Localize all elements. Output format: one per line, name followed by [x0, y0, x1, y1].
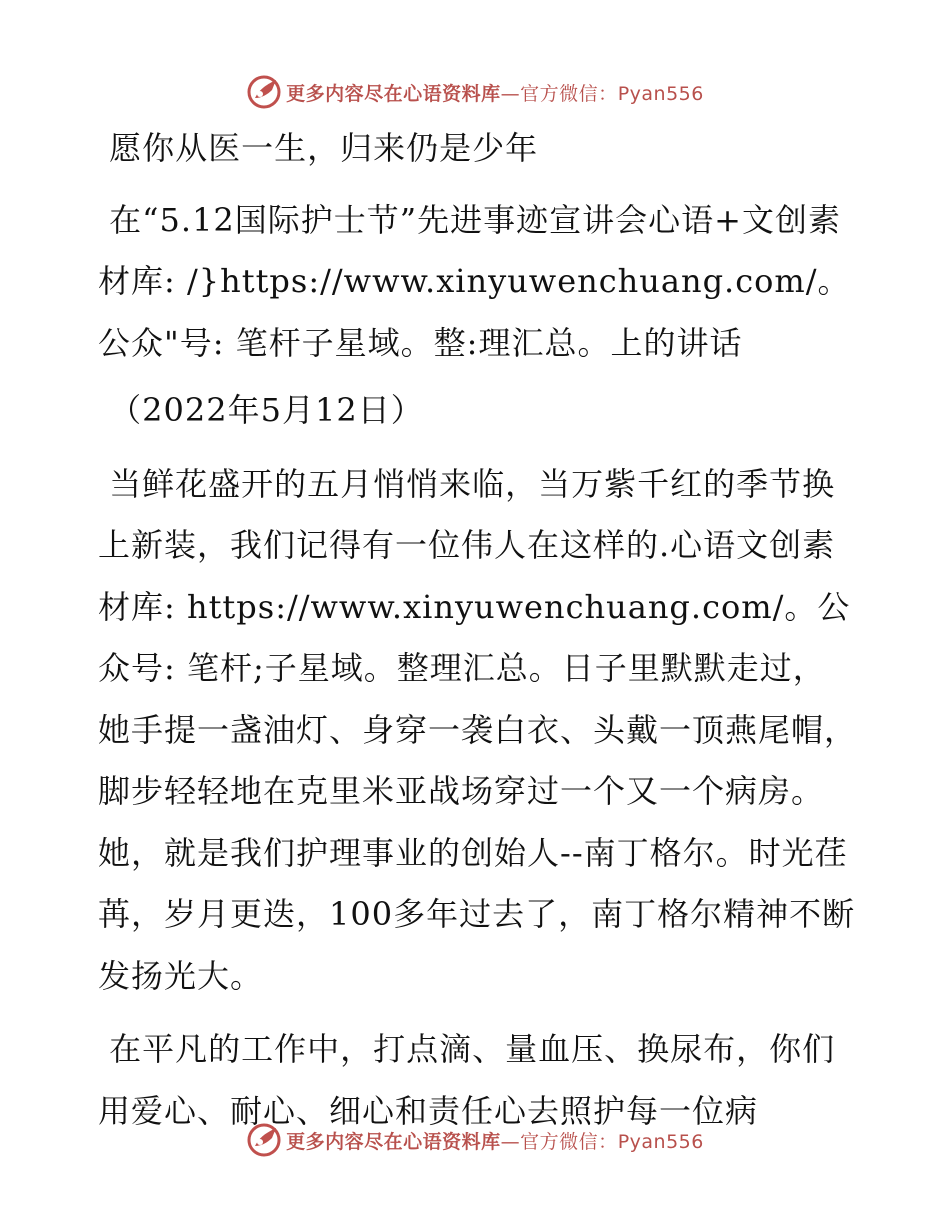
watermark-main: 更多内容尽在心语资料库: [286, 82, 501, 105]
footer-watermark: [0, 1118, 950, 1162]
watermark-sub: 官方微信：: [520, 82, 618, 105]
document-title: 愿你从医一生，归来仍是少年: [98, 129, 539, 167]
brand-logo-icon: [246, 74, 282, 110]
watermark-text: [286, 1127, 704, 1154]
watermark-wechat-id: Pyan556: [617, 82, 704, 105]
document-body: [98, 118, 858, 1142]
document-date: （2022年5月12日）: [98, 391, 424, 429]
watermark-wechat-id: Pyan556: [617, 1130, 704, 1153]
watermark-sub: 官方微信：: [520, 1130, 618, 1153]
brand-logo-icon: [246, 1122, 282, 1158]
paragraph-intro: 在“5.12国际护士节”先进事迹宣讲会心语+文创素材库: /}https://www.xinyuwenchuang.com/。公众"号: 笔杆子星域。整:理汇总。上的讲话: [98, 200, 851, 362]
watermark-text: [286, 79, 704, 106]
paragraph-work: 在平凡的工作中，打点滴、量血压、换尿布，你们用爱心、耐心、细心和责任心去照护每一位病: [98, 1030, 836, 1130]
paragraph-nightingale: 当鲜花盛开的五月悄悄来临，当万紫千红的季节换上新装，我们记得有一位伟人在这样的.心语文创素材库: https://www.xinyuwenchuang.com/。公众号: 笔杆;子星域。整理汇总。日子里默默走过，她手提一盏油灯、身穿一袭白衣、头戴一顶燕尾帽，脚步轻轻地在克里米亚战场穿过一个又一个病房。她，就是我们护理事业的创始人--南丁格尔。时光荏苒，岁月更迭，100多年过去了，南丁格尔精神不断发扬光大。: [98, 464, 858, 995]
header-watermark: [0, 70, 950, 114]
watermark-separator: —: [500, 1130, 521, 1153]
watermark-main: 更多内容尽在心语资料库: [286, 1130, 501, 1153]
watermark-separator: —: [500, 82, 521, 105]
